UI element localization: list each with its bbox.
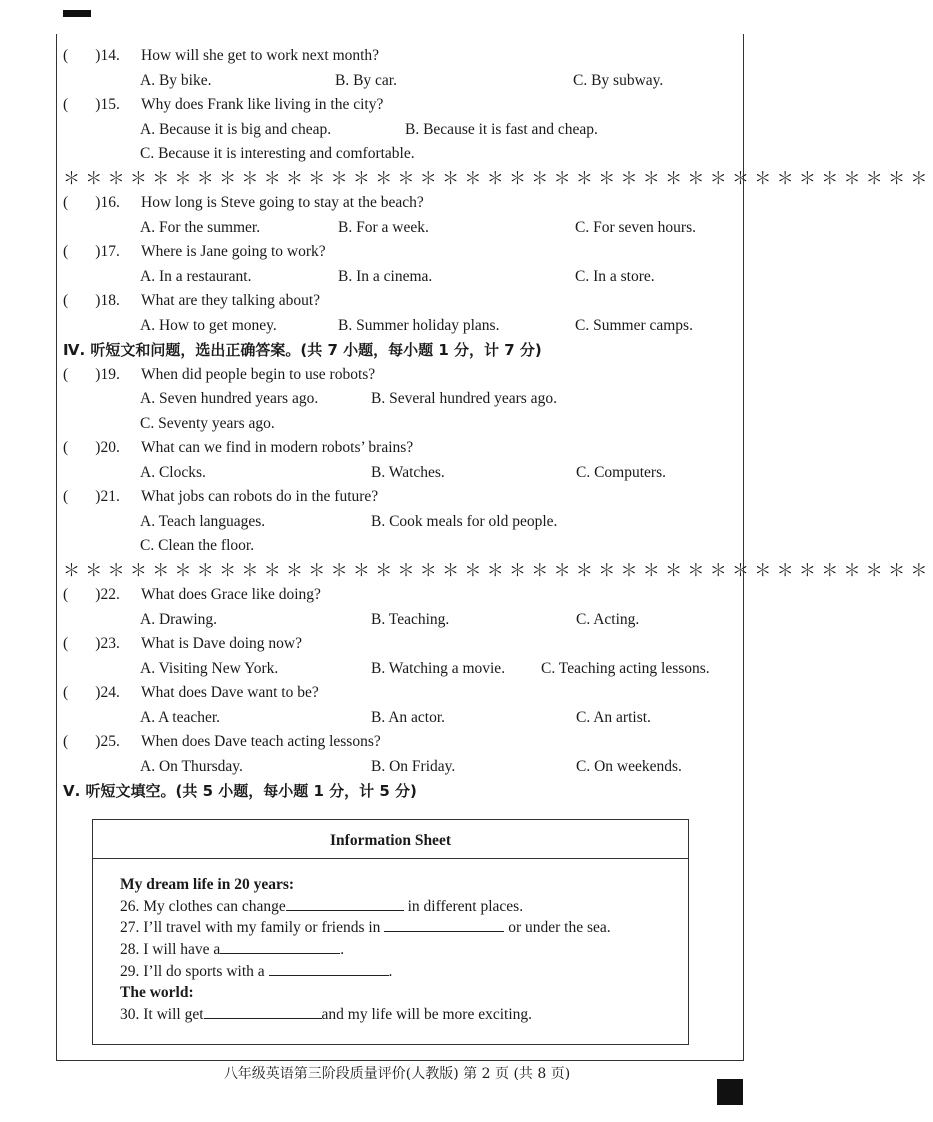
option: C. Acting. — [576, 610, 640, 628]
question-row — [63, 485, 733, 510]
option: C. On weekends. — [576, 757, 682, 775]
option: C. Seventy years ago. — [140, 414, 275, 432]
answer-paren: ( )25. — [63, 733, 120, 750]
question-text: Where is Jane going to work? — [141, 243, 326, 260]
answer-blank-29[interactable] — [269, 961, 389, 976]
answer-paren: ( )19. — [63, 365, 120, 383]
option: B. For a week. — [338, 218, 429, 236]
question-text: When did people begin to use robots? — [141, 365, 376, 383]
option: A. Clocks. — [140, 463, 206, 481]
question-text: When does Dave teach acting lessons? — [141, 733, 381, 750]
options-row — [63, 387, 733, 412]
answer-paren: ( )20. — [63, 439, 120, 456]
fill-line-26: 26. My clothes can change in different places. — [120, 897, 524, 915]
option: B. In a cinema. — [338, 267, 433, 285]
question-text: What does Grace like doing? — [141, 586, 321, 603]
answer-paren: ( )18. — [63, 292, 120, 309]
fill-line-28: 28. I will have a . — [120, 941, 345, 959]
options-row — [63, 142, 733, 167]
option: B. An actor. — [371, 708, 446, 726]
option: A. How to get money. — [140, 316, 277, 334]
option: A. Because it is big and cheap. — [140, 120, 332, 138]
options-row — [63, 534, 733, 559]
question-text: What can we find in modern robots’ brains? — [141, 439, 414, 456]
question-text: Why does Frank like living in the city? — [141, 96, 384, 113]
option: C. By subway. — [573, 71, 664, 89]
section-heading-5: Ⅴ. 听短文填空。(共 5 小题，每小题 1 分，计 5 分) — [63, 782, 417, 800]
option: B. Several hundred years ago. — [371, 390, 557, 407]
options-row — [63, 461, 733, 486]
answer-blank-28[interactable] — [220, 939, 340, 954]
option: C. Summer camps. — [575, 316, 693, 334]
answer-paren: ( )22. — [63, 586, 120, 603]
option: C. Because it is interesting and comfortable. — [140, 145, 415, 162]
option: C. Teaching acting lessons. — [541, 659, 710, 677]
option: B. Watches. — [371, 463, 445, 481]
section-heading-4: Ⅳ. 听短文和问题，选出正确答案。(共 7 小题，每小题 1 分，计 7 分) — [63, 341, 542, 359]
question-row — [63, 289, 733, 314]
fill-line-27: 27. I’ll travel with my family or friends in or under the sea. — [120, 919, 611, 937]
answer-paren: ( )21. — [63, 488, 120, 505]
option: A. Seven hundred years ago. — [140, 390, 319, 407]
question-row — [63, 436, 733, 461]
options-row — [63, 118, 733, 143]
exam-content — [63, 44, 933, 804]
option: A. On Thursday. — [140, 757, 243, 775]
answer-paren: ( )23. — [63, 635, 120, 652]
option: B. Summer holiday plans. — [338, 316, 500, 334]
question-text: How long is Steve going to stay at the beach? — [141, 194, 424, 211]
answer-blank-30[interactable] — [204, 1004, 322, 1019]
options-row — [63, 510, 733, 535]
question-row — [63, 191, 733, 216]
question-row — [63, 363, 733, 388]
sheet-heading-world: The world: — [120, 984, 194, 1002]
question-text: What is Dave doing now? — [141, 635, 302, 652]
corner-marker-bottom — [717, 1079, 743, 1105]
sheet-heading-dream-life: My dream life in 20 years: — [120, 876, 295, 893]
option: A. Teach languages. — [140, 512, 266, 530]
options-row — [63, 608, 733, 633]
option: A. Drawing. — [140, 610, 218, 628]
fill-line-29: 29. I’ll do sports with a . — [120, 962, 393, 980]
fill-line-30: 30. It will get and my life will be more exciting. — [120, 1006, 533, 1024]
question-row — [63, 240, 733, 265]
option: B. Cook meals for old people. — [371, 512, 558, 530]
question-row — [63, 44, 733, 69]
option: B. Watching a movie. — [371, 659, 506, 677]
options-row — [63, 755, 733, 780]
option: C. For seven hours. — [575, 218, 696, 236]
sheet-body — [93, 859, 688, 1026]
option: C. Clean the floor. — [140, 537, 255, 554]
option: B. Because it is fast and cheap. — [405, 120, 598, 138]
options-row — [63, 69, 733, 94]
answer-paren: ( )17. — [63, 243, 120, 260]
information-sheet — [92, 819, 689, 1045]
corner-marker-top — [63, 10, 91, 17]
option: B. Teaching. — [371, 610, 450, 628]
question-text: What jobs can robots do in the future? — [141, 488, 379, 505]
options-row — [63, 265, 733, 290]
answer-paren: ( )24. — [63, 684, 120, 701]
option: C. Computers. — [576, 463, 666, 481]
option: A. By bike. — [140, 71, 212, 89]
question-text: What does Dave want to be? — [141, 684, 319, 701]
question-row — [63, 583, 733, 608]
option: B. By car. — [335, 71, 397, 89]
option: A. For the summer. — [140, 218, 261, 236]
options-row — [63, 216, 733, 241]
separator-stars: ＊＊＊＊＊＊＊＊＊＊＊＊＊＊＊＊＊＊＊＊＊＊＊＊＊＊＊＊＊＊＊＊＊＊＊＊＊＊＊ — [63, 560, 933, 580]
options-row — [63, 657, 733, 682]
option: C. In a store. — [575, 267, 655, 285]
answer-blank-27[interactable] — [384, 917, 504, 932]
question-text: What are they talking about? — [141, 292, 321, 309]
question-row — [63, 632, 733, 657]
separator-stars: ＊＊＊＊＊＊＊＊＊＊＊＊＊＊＊＊＊＊＊＊＊＊＊＊＊＊＊＊＊＊＊＊＊＊＊＊＊＊＊ — [63, 168, 933, 188]
answer-paren: ( )14. — [63, 47, 120, 64]
answer-paren: ( )15. — [63, 96, 120, 113]
option: C. An artist. — [576, 708, 651, 726]
option: A. In a restaurant. — [140, 267, 252, 285]
answer-blank-26[interactable] — [286, 896, 404, 911]
option: B. On Friday. — [371, 757, 456, 775]
option: A. Visiting New York. — [140, 659, 279, 677]
answer-paren: ( )16. — [63, 194, 120, 211]
question-row — [63, 681, 733, 706]
question-row — [63, 93, 733, 118]
question-row — [63, 730, 733, 755]
options-row — [63, 412, 733, 437]
option: A. A teacher. — [140, 708, 221, 726]
sheet-title: Information Sheet — [93, 820, 688, 859]
options-row — [63, 706, 733, 731]
page-footer: 八年级英语第三阶段质量评价(人教版) 第 2 页 (共 8 页) — [223, 1066, 571, 1082]
options-row — [63, 314, 733, 339]
question-text: How will she get to work next month? — [141, 47, 380, 64]
